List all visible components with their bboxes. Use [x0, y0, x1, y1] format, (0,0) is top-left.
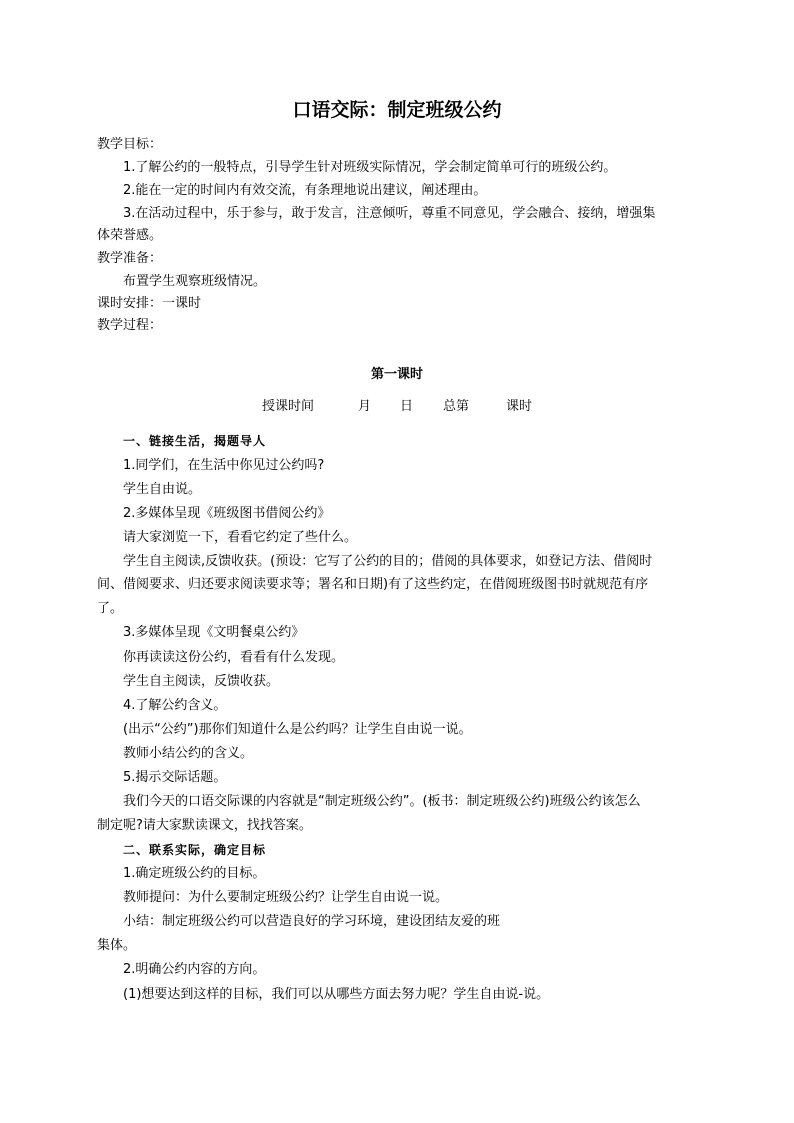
objective-item: 2.能在一定的时间内有效交流，有条理地说出建议，阐述理由。	[123, 183, 487, 198]
paragraph-line: 学生自主阅读，反馈收获。	[123, 674, 280, 689]
objective-item: 3.在活动过程中，乐于参与，敢于发言，注意倾听，尊重不同意见，学会融合、接纳，增强集	[123, 206, 656, 221]
process-label: 教学过程：	[97, 318, 163, 333]
paragraph-line: 5.揭示交际话题。	[123, 770, 227, 785]
paragraph-line: 集体。	[97, 938, 137, 953]
paragraph-line: 教师小结公约的含义。	[123, 746, 254, 761]
paragraph-line: 1.确定班级公约的目标。	[123, 866, 266, 881]
paragraph-line: 3.多媒体呈现《文明餐桌公约》	[123, 625, 305, 640]
paragraph-line: 2.多媒体呈现《班级图书借阅公约》	[123, 506, 331, 521]
time-label: 授课时间	[262, 399, 315, 414]
paragraph-line: 4.了解公约含义。	[123, 698, 227, 713]
period-label: 课时	[506, 399, 533, 414]
page-title: 口语交际：制定班级公约	[292, 99, 502, 121]
lesson-title: 第一课时	[370, 367, 423, 382]
paragraph-line: 了。	[97, 601, 124, 616]
paragraph-line: 学生自由说。	[123, 482, 202, 497]
total-label: 总第	[443, 399, 470, 414]
paragraph-line: 请大家浏览一下，看看它约定了些什么。	[123, 530, 358, 545]
month-label: 月	[358, 399, 372, 414]
section-heading: 一、链接生活，揭题导人	[123, 434, 267, 448]
paragraph-line: 2.明确公约内容的方向。	[123, 962, 266, 977]
paragraph-line: 间、借阅要求、归还要求阅读要求等；署名和日期)有了这些约定，在借阅班级图书时就规范有序	[97, 577, 649, 592]
paragraph-line: (出示“公约”)那你们知道什么是公约吗？让学生自由说一说。	[123, 722, 472, 737]
objective-item: 1.了解公约的一般特点，引导学生针对班级实际情况，学会制定简单可行的班级公约。	[123, 160, 617, 175]
paragraph-line: (1)想要达到这样的目标，我们可以从哪些方面去努力呢？学生自由说-说。	[123, 987, 550, 1002]
day-label: 日	[400, 399, 414, 414]
preparation-label: 教学准备：	[97, 251, 163, 266]
paragraph-line: 我们今天的口语交际课的内容就是“制定班级公约”。(板书：制定班级公约)班级公约该怎么	[123, 794, 641, 809]
schedule-text: 课时安排：一课时	[97, 296, 202, 311]
objectives-label: 教学目标：	[97, 137, 163, 152]
section-heading: 二、联系实际，确定目标	[123, 843, 267, 857]
preparation-text: 布置学生观察班级情况。	[123, 274, 267, 289]
paragraph-line: 制定呢?请大家默读课文，找找答案。	[97, 818, 312, 833]
paragraph-line: 小结：制定班级公约可以营造良好的学习环境，建设团结友爱的班	[123, 914, 501, 929]
paragraph-line: 1.同学们，在生活中你见过公约吗?	[123, 458, 325, 473]
paragraph-line: 学生自主阅读,反馈收获。(预设：它写了公约的目的；借阅的具体要求，如登记方法、借阅时	[123, 554, 653, 569]
paragraph-line: 教师提问：为什么要制定班级公约？让学生自由说一说。	[123, 890, 449, 905]
lesson-time-line	[0, 396, 794, 418]
paragraph-line: 你再读读这份公约，看看有什么发现。	[123, 650, 345, 665]
objective-item-continued: 体荣誉感。	[97, 228, 163, 243]
